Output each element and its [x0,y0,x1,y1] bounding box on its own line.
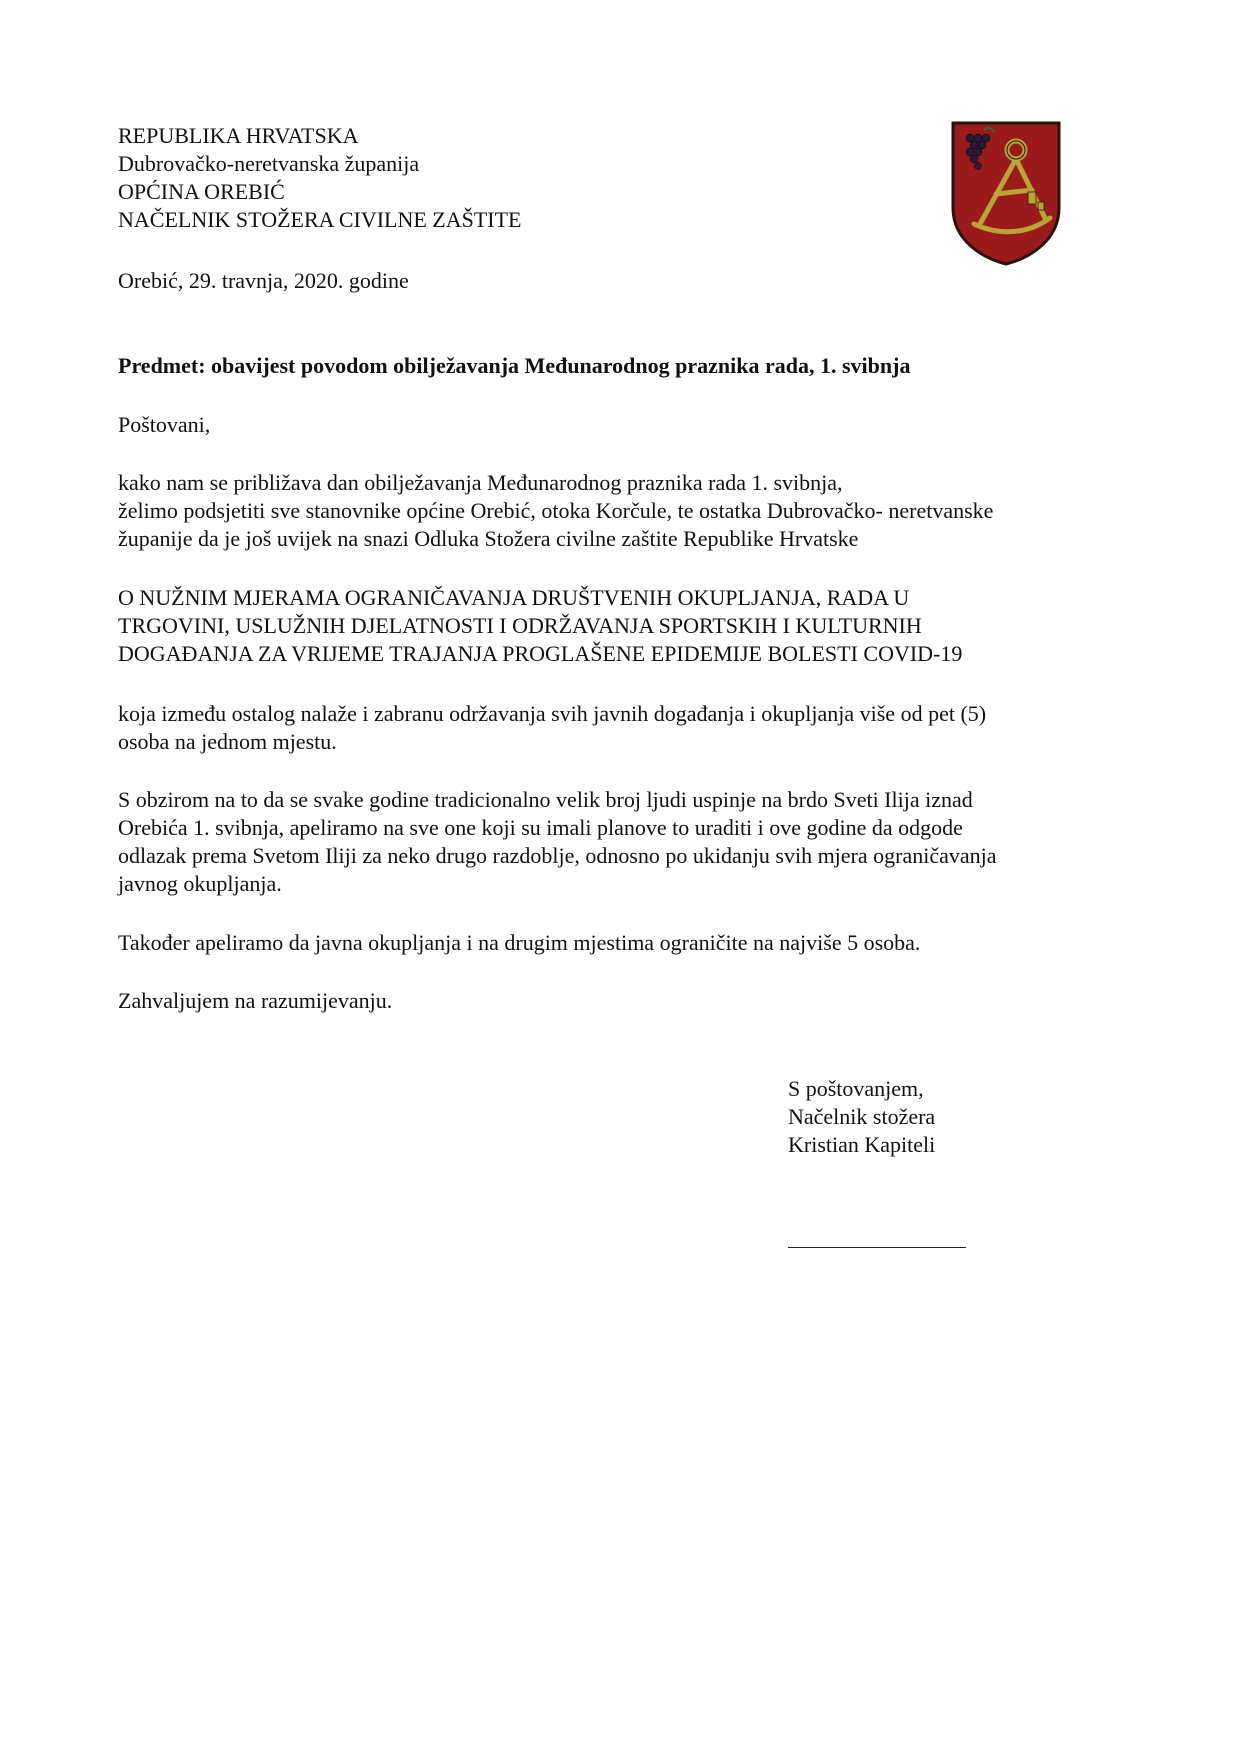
paragraph-line: javnog okupljanja. [118,871,282,896]
letterhead [118,122,818,234]
coat-of-arms-icon [950,120,1062,266]
signature-block [788,1075,935,1159]
paragraph-line: koja između ostalog nalaže i zabranu održavanja svih javnih događanja i okupljanja više od pet (5) [118,701,987,726]
decision-title [118,584,1128,668]
paragraph-ban [118,700,1128,756]
paragraph-line: županije da je još uvijek na snazi Odluka Stožera civilne zaštite Republike Hrvatske [118,526,859,551]
signature-line [788,1247,966,1248]
paragraph-line: O NUŽNIM MJERAMA OGRANIČAVANJA DRUŠTVENIH OKUPLJANJA, RADA U [118,585,910,610]
letterhead-municipality: OPĆINA OREBIĆ [118,179,285,204]
paragraph-line: Također apeliramo da javna okupljanja i na drugim mjestima ograničite na najviše 5 osoba. [118,930,921,955]
letterhead-office: NAČELNIK STOŽERA CIVILNE ZAŠTITE [118,207,522,232]
paragraph-thanks [118,987,1128,1015]
greeting: Poštovani, [118,412,211,437]
paragraph-line: Orebića 1. svibnja, apeliramo na sve one koji su imali planove to uraditi i ove godine da odgode [118,815,963,840]
paragraph-line: Zahvaljujem na razumijevanju. [118,988,393,1013]
subject-line: Predmet: obavijest povodom obilježavanja Međunarodnog praznika rada, 1. svibnja [118,353,911,378]
paragraph-line: želimo podsjetiti sve stanovnike općine Orebić, otoka Korčule, te ostatka Dubrovačko- neretvanske [118,498,994,523]
paragraph-appeal [118,786,1128,898]
document-date: Orebić, 29. travnja, 2020. godine [118,268,409,293]
paragraph-limit [118,929,1128,957]
paragraph-line: DOGAĐANJA ZA VRIJEME TRAJANJA PROGLAŠENE EPIDEMIJE BOLESTI COVID-19 [118,641,963,666]
paragraph-line: kako nam se približava dan obilježavanja Međunarodnog praznika rada 1. svibnja, [118,470,843,495]
letterhead-county: Dubrovačko-neretvanska županija [118,151,420,176]
paragraph-line: odlazak prema Svetom Iliji za neko drugo razdoblje, odnosno po ukidanju svih mjera ograničavanja [118,843,997,868]
signature-title: Načelnik stožera [788,1104,936,1129]
letterhead-country: REPUBLIKA HRVATSKA [118,123,359,148]
paragraph-intro [118,469,1128,553]
paragraph-line: S obzirom na to da se svake godine tradicionalno velik broj ljudi uspinje na brdo Sveti Ilija iznad [118,787,973,812]
paragraph-line: osoba na jednom mjestu. [118,729,337,754]
signature-name: Kristian Kapiteli [788,1132,936,1157]
signature-closing: S poštovanjem, [788,1076,924,1101]
paragraph-line: TRGOVINI, USLUŽNIH DJELATNOSTI I ODRŽAVANJA SPORTSKIH I KULTURNIH [118,613,922,638]
